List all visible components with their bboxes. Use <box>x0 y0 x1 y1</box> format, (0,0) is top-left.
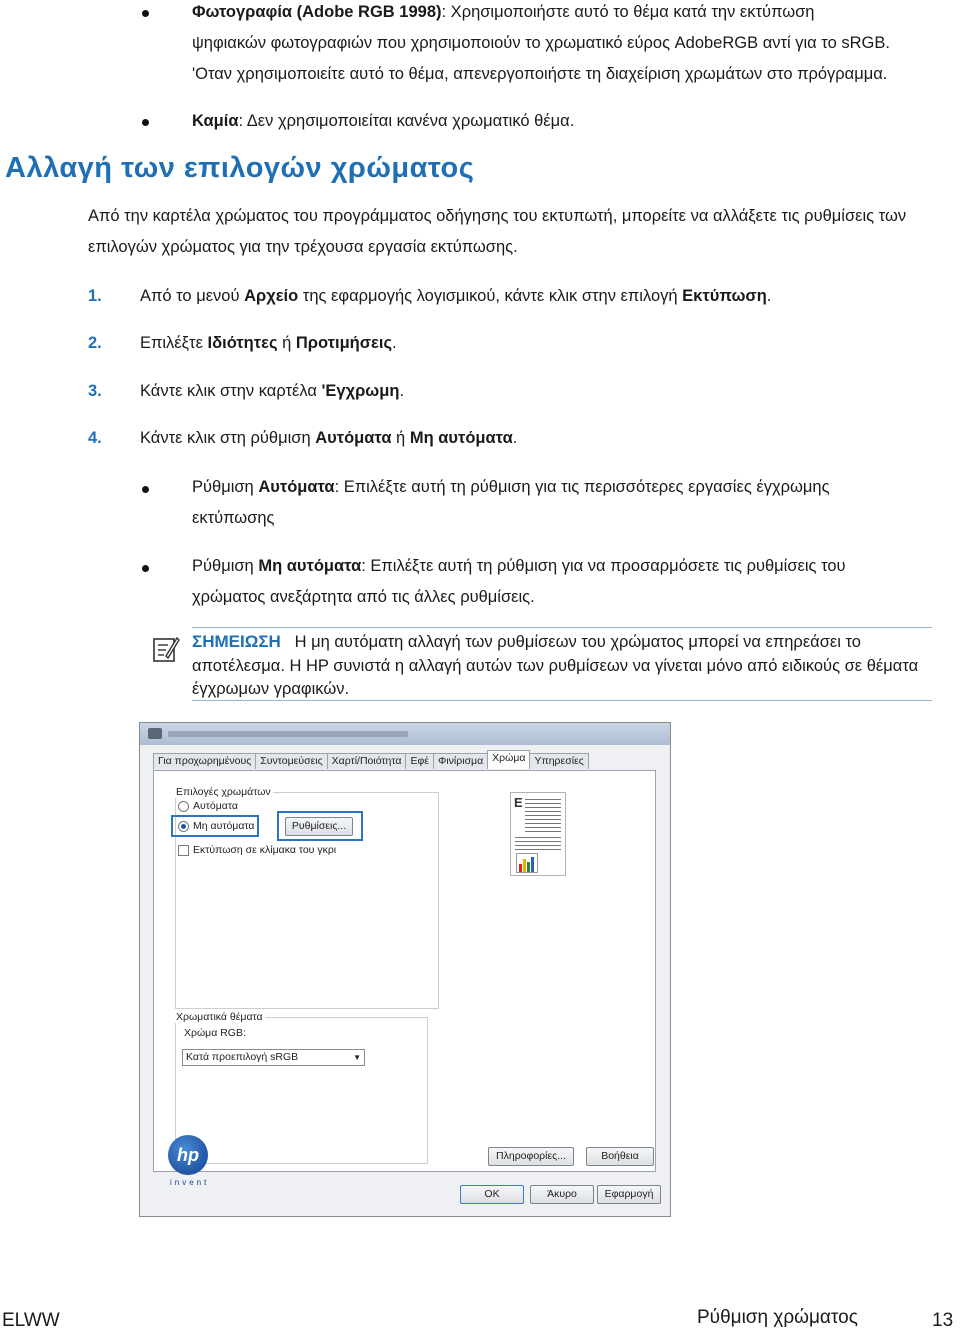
dialog-tabs <box>153 753 588 771</box>
grayscale-label: Εκτύπωση σε κλίμακα του γκρι <box>193 844 337 856</box>
color-preview <box>510 792 566 876</box>
section-heading: Αλλαγή των επιλογών χρώματος <box>5 152 475 184</box>
hp-logo: hp <box>168 1135 208 1175</box>
step-number: 2. <box>88 334 102 352</box>
sub-bullet-text: : Επιλέξτε αυτή τη ρύθμιση για τις περισσότερες εργασίες έγχρωμης <box>334 478 830 496</box>
preview-lines <box>525 799 561 835</box>
intro-paragraph <box>88 201 958 263</box>
note-icon <box>152 634 180 669</box>
sub-bullet-manual <box>192 551 952 613</box>
footer-page-number: 13 <box>932 1310 954 1331</box>
title-text-placeholder <box>168 731 408 737</box>
note-line1: Η μη αυτόματη αλλαγή των ρυθμίσεων του χρώματος μπορεί να επηρεάσει το <box>294 633 861 651</box>
color-options-label: Επιλογές χρωμάτων <box>176 786 271 798</box>
ok-button[interactable]: OK <box>460 1185 524 1204</box>
step-bold: Μη αυτόματα <box>409 429 513 447</box>
radio-auto[interactable] <box>178 800 238 812</box>
help-button[interactable]: Βοήθεια <box>586 1147 654 1166</box>
bullet-dot <box>142 565 149 572</box>
note-rule-bottom <box>192 700 932 701</box>
step-bold: Ιδιότητες <box>207 334 278 352</box>
sub-bullet-text: Ρύθμιση <box>192 557 259 575</box>
chart-bar <box>519 864 522 872</box>
bullet-adobe-rgb <box>192 0 952 90</box>
chart-bar <box>523 859 526 872</box>
sub-bullet-bold: Μη αυτόματα <box>258 557 362 575</box>
sub-bullet-bold: Αυτόματα <box>258 478 335 496</box>
note-label: ΣΗΜΕΙΩΣΗ <box>192 632 281 651</box>
bullet-dot <box>142 119 149 126</box>
bullet-dot <box>142 10 149 17</box>
sub-bullet-auto <box>192 472 952 534</box>
tab-effects[interactable]: Εφέ <box>405 753 434 769</box>
rgb-select-value: Κατά προεπιλογή sRGB <box>186 1051 299 1063</box>
step-bold: Αρχείο <box>244 287 299 305</box>
preview-lines <box>515 837 561 851</box>
step-4 <box>88 423 518 454</box>
color-themes-label: Χρωματικά θέματα <box>176 1011 263 1023</box>
about-button[interactable]: Πληροφορίες... <box>488 1147 574 1166</box>
sub-bullet-text: Ρύθμιση <box>192 478 259 496</box>
bullet-text: : Δεν χρησιμοποιείται κανένα χρωματικό θέμα. <box>238 112 575 130</box>
step-1 <box>88 281 772 312</box>
printer-icon <box>148 728 162 739</box>
note-line2: αποτέλεσμα. Η HP συνιστά η αλλαγή αυτών των ρυθμίσεων να γίνεται μόνο από ειδικούς σε θέματα <box>192 656 919 675</box>
cancel-button[interactable]: Άκυρο <box>530 1185 594 1204</box>
footer-section: Ρύθμιση χρώματος <box>697 1307 858 1328</box>
step-number: 4. <box>88 429 102 447</box>
chevron-down-icon: ▼ <box>353 1053 361 1062</box>
step-text: . <box>399 382 405 400</box>
note-rule-top <box>192 627 932 628</box>
step-text: Κάντε κλικ στη ρύθμιση <box>140 429 316 447</box>
radio-auto-label: Αυτόματα <box>193 800 238 812</box>
bullet-text-line3: 'Οταν χρησιμοποιείτε αυτό το θέμα, απενεργοποιήστε τη διαχείριση χρωμάτων στο πρόγραμμα. <box>192 65 888 83</box>
tab-finishing[interactable]: Φινίρισμα <box>433 753 488 769</box>
color-themes-group <box>175 1017 428 1164</box>
grayscale-checkbox[interactable] <box>178 844 336 856</box>
preview-letter: E <box>514 795 523 810</box>
step-text: της εφαρμογής λογισμικού, κάντε κλικ στην επιλογή <box>298 287 683 305</box>
tab-paper-quality[interactable]: Χαρτί/Ποιότητα <box>327 753 407 769</box>
step-text: ή <box>277 334 296 352</box>
step-bold: Αυτόματα <box>315 429 392 447</box>
step-text: Από το μενού <box>140 287 245 305</box>
radio-manual[interactable] <box>178 820 255 832</box>
printer-properties-dialog <box>139 722 671 1217</box>
tab-advanced[interactable]: Για προχωρημένους <box>153 753 256 769</box>
color-tab-panel <box>153 770 656 1172</box>
tab-shortcuts[interactable]: Συντομεύσεις <box>255 753 327 769</box>
dialog-titlebar <box>140 723 670 745</box>
tab-services[interactable]: Υπηρεσίες <box>529 753 588 769</box>
bullet-dot <box>142 486 149 493</box>
bullet-title: Φωτογραφία (Adobe RGB 1998) <box>192 3 442 21</box>
hp-invent: invent <box>170 1178 210 1187</box>
step-bold: Προτιμήσεις <box>295 334 393 352</box>
rgb-label: Χρώμα RGB: <box>184 1027 246 1039</box>
step-bold: 'Εγχρωμη <box>321 382 400 400</box>
sub-bullet-text: : Επιλέξτε αυτή τη ρύθμιση για να προσαρμόσετε τις ρυθμίσεις του <box>361 557 846 575</box>
step-2 <box>88 328 397 359</box>
chart-bar <box>531 857 534 872</box>
step-number: 3. <box>88 382 102 400</box>
sub-bullet-line2: χρώματος ανεξάρτητα από τις άλλες ρυθμίσεις. <box>192 588 535 606</box>
step-text: . <box>766 287 772 305</box>
note-box <box>192 630 937 702</box>
radio-manual-label: Μη αυτόματα <box>193 820 255 832</box>
bullet-title: Καμία <box>192 112 239 130</box>
note-line3: έγχρωμων γραφικών. <box>192 680 350 698</box>
tab-color[interactable]: Χρώμα <box>487 750 530 769</box>
settings-button[interactable]: Ρυθμίσεις... <box>285 817 353 836</box>
apply-button[interactable]: Εφαρμογή <box>597 1185 661 1204</box>
step-text: . <box>392 334 397 352</box>
step-text: . <box>512 429 518 447</box>
step-3 <box>88 376 405 407</box>
intro-line1: Από την καρτέλα χρώματος του προγράμματος οδήγησης του εκτυπωτή, μπορείτε να αλλάξετε τις ρυθμίσεις των <box>88 207 907 225</box>
bullet-none <box>192 106 574 137</box>
preview-chart <box>516 853 538 873</box>
intro-line2: επιλογών χρώματος για την τρέχουσα εργασία εκτύπωσης. <box>88 238 518 256</box>
step-text: Κάντε κλικ στην καρτέλα <box>140 382 322 400</box>
bullet-text-line2: ψηφιακών φωτογραφιών που χρησιμοποιούν το χρωματικό εύρος AdobeRGB αντί για το sRGB. <box>192 34 890 52</box>
footer-doc-id: ELWW <box>2 1310 60 1331</box>
step-bold: Εκτύπωση <box>682 287 767 305</box>
rgb-select[interactable] <box>182 1049 365 1066</box>
bullet-text: : Χρησιμοποιήστε αυτό το θέμα κατά την εκτύπωση <box>441 3 815 21</box>
chart-bar <box>527 862 530 872</box>
step-text: Επιλέξτε <box>140 334 208 352</box>
step-text: ή <box>391 429 410 447</box>
sub-bullet-line2: εκτύπωσης <box>192 509 275 527</box>
step-number: 1. <box>88 287 102 305</box>
